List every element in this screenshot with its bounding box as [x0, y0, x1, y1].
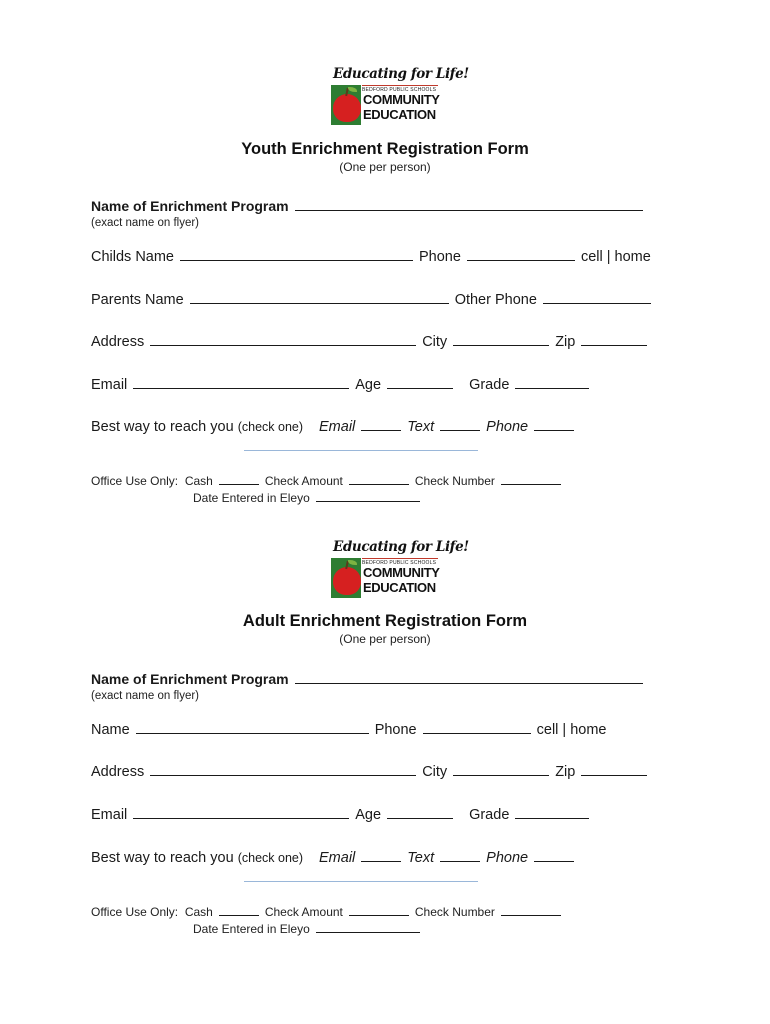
youth-office-row	[91, 474, 567, 488]
adult-phone-label: Phone	[374, 722, 417, 738]
logo-district-text: BEDFORD PUBLIC SCHOOLS	[362, 560, 437, 566]
youth-parents-name-field[interactable]	[190, 302, 449, 304]
youth-opt-text-label: Text	[407, 419, 435, 435]
adult-date-entered-label: Date Entered in Eleyo	[193, 922, 310, 936]
youth-check-number-label: Check Number	[414, 474, 495, 488]
youth-zip-field[interactable]	[581, 344, 647, 346]
adult-city-label: City	[422, 764, 448, 780]
youth-grade-field[interactable]	[515, 387, 589, 389]
adult-opt-phone-label: Phone	[486, 850, 529, 866]
youth-email-field[interactable]	[133, 387, 349, 389]
adult-divider	[244, 881, 478, 882]
adult-grade-label: Grade	[469, 807, 510, 823]
adult-opt-text-checkbox[interactable]	[440, 860, 480, 862]
youth-office-use-label: Office Use Only:	[91, 474, 179, 488]
youth-child-row	[91, 249, 651, 265]
youth-form-title: Youth Enrichment Registration Form	[241, 140, 529, 158]
youth-divider	[244, 450, 478, 451]
youth-phone-label: Phone	[419, 249, 461, 265]
adult-phone-field[interactable]	[423, 732, 531, 734]
adult-email-label: Email	[91, 807, 128, 823]
adult-program-label: Name of Enrichment Program	[91, 671, 289, 687]
adult-name-field[interactable]	[136, 732, 369, 734]
adult-check-number-label: Check Number	[414, 905, 495, 919]
adult-zip-field[interactable]	[581, 774, 647, 776]
adult-form-subtitle: (One per person)	[339, 632, 431, 646]
adult-address-label: Address	[91, 764, 145, 780]
youth-best-way-label: Best way to reach you	[91, 419, 234, 435]
youth-opt-text-checkbox[interactable]	[440, 429, 480, 431]
adult-form-title: Adult Enrichment Registration Form	[242, 612, 528, 630]
adult-date-entered-field[interactable]	[316, 931, 420, 933]
adult-office-row	[91, 905, 567, 919]
adult-address-row	[91, 764, 653, 780]
logo-script-text: Educating for Life!	[333, 539, 469, 555]
youth-program-note: (exact name on flyer)	[91, 217, 200, 229]
adult-age-field[interactable]	[387, 817, 453, 819]
youth-check-number-field[interactable]	[501, 483, 561, 485]
adult-address-field[interactable]	[150, 774, 416, 776]
logo-word-community: COMMUNITY	[363, 92, 440, 107]
youth-opt-phone-checkbox[interactable]	[534, 429, 574, 431]
logo-script-text: Educating for Life!	[333, 66, 469, 82]
youth-program-field[interactable]	[295, 209, 643, 211]
adult-opt-email-checkbox[interactable]	[361, 860, 401, 862]
logo-word-education: EDUCATION	[363, 107, 436, 122]
adult-check-number-field[interactable]	[501, 914, 561, 916]
adult-city-field[interactable]	[453, 774, 549, 776]
adult-program-row	[91, 671, 649, 688]
youth-zip-label: Zip	[555, 334, 576, 350]
youth-email-label: Email	[91, 377, 128, 393]
youth-contact-row	[91, 419, 580, 435]
adult-office-use-label: Office Use Only:	[91, 905, 179, 919]
youth-form-subtitle: (One per person)	[339, 160, 431, 174]
adult-best-way-label: Best way to reach you	[91, 850, 234, 866]
youth-check-amount-field[interactable]	[349, 483, 409, 485]
youth-opt-email-label: Email	[319, 419, 356, 435]
youth-address-field[interactable]	[150, 344, 416, 346]
community-education-logo	[329, 539, 469, 601]
adult-check-amount-field[interactable]	[349, 914, 409, 916]
adult-cash-field[interactable]	[219, 914, 259, 916]
youth-address-label: Address	[91, 334, 145, 350]
youth-address-row	[91, 334, 653, 350]
adult-contact-row	[91, 850, 580, 866]
adult-date-row	[193, 922, 426, 936]
youth-city-label: City	[422, 334, 448, 350]
youth-other-phone-field[interactable]	[543, 302, 651, 304]
youth-grade-label: Grade	[469, 377, 510, 393]
adult-opt-email-label: Email	[319, 850, 356, 866]
youth-phone-field[interactable]	[467, 259, 575, 261]
youth-program-label: Name of Enrichment Program	[91, 198, 289, 214]
adult-name-label: Name	[91, 722, 130, 738]
youth-cell-home-label: cell | home	[580, 249, 651, 265]
youth-opt-email-checkbox[interactable]	[361, 429, 401, 431]
adult-opt-text-label: Text	[407, 850, 435, 866]
youth-childs-name-label: Childs Name	[91, 249, 174, 265]
youth-date-entered-label: Date Entered in Eleyo	[193, 491, 310, 505]
youth-opt-phone-label: Phone	[486, 419, 529, 435]
youth-age-field[interactable]	[387, 387, 453, 389]
youth-program-row	[91, 198, 649, 215]
youth-check-amount-label: Check Amount	[264, 474, 343, 488]
youth-email-row	[91, 377, 595, 393]
adult-email-row	[91, 807, 595, 823]
youth-date-entered-field[interactable]	[316, 500, 420, 502]
adult-check-one-label: (check one)	[237, 851, 304, 865]
youth-check-one-label: (check one)	[237, 420, 304, 434]
adult-age-label: Age	[355, 807, 382, 823]
youth-cash-field[interactable]	[219, 483, 259, 485]
adult-opt-phone-checkbox[interactable]	[534, 860, 574, 862]
logo-word-education: EDUCATION	[363, 580, 436, 595]
youth-other-phone-label: Other Phone	[454, 292, 537, 308]
logo-district-text: BEDFORD PUBLIC SCHOOLS	[362, 87, 437, 93]
adult-name-row	[91, 722, 606, 738]
community-education-logo	[329, 66, 469, 128]
youth-parents-row	[91, 292, 657, 308]
youth-age-label: Age	[355, 377, 382, 393]
logo-word-community: COMMUNITY	[363, 565, 440, 580]
youth-cash-label: Cash	[184, 474, 213, 488]
apple-icon	[333, 94, 361, 122]
adult-cell-home-label: cell | home	[536, 722, 607, 738]
adult-check-amount-label: Check Amount	[264, 905, 343, 919]
youth-parents-name-label: Parents Name	[91, 292, 184, 308]
youth-childs-name-field[interactable]	[180, 259, 413, 261]
adult-program-field[interactable]	[295, 682, 643, 684]
adult-program-note: (exact name on flyer)	[91, 690, 200, 702]
adult-cash-label: Cash	[184, 905, 213, 919]
youth-city-field[interactable]	[453, 344, 549, 346]
adult-zip-label: Zip	[555, 764, 576, 780]
youth-date-row	[193, 491, 426, 505]
adult-grade-field[interactable]	[515, 817, 589, 819]
adult-email-field[interactable]	[133, 817, 349, 819]
apple-icon	[333, 567, 361, 595]
